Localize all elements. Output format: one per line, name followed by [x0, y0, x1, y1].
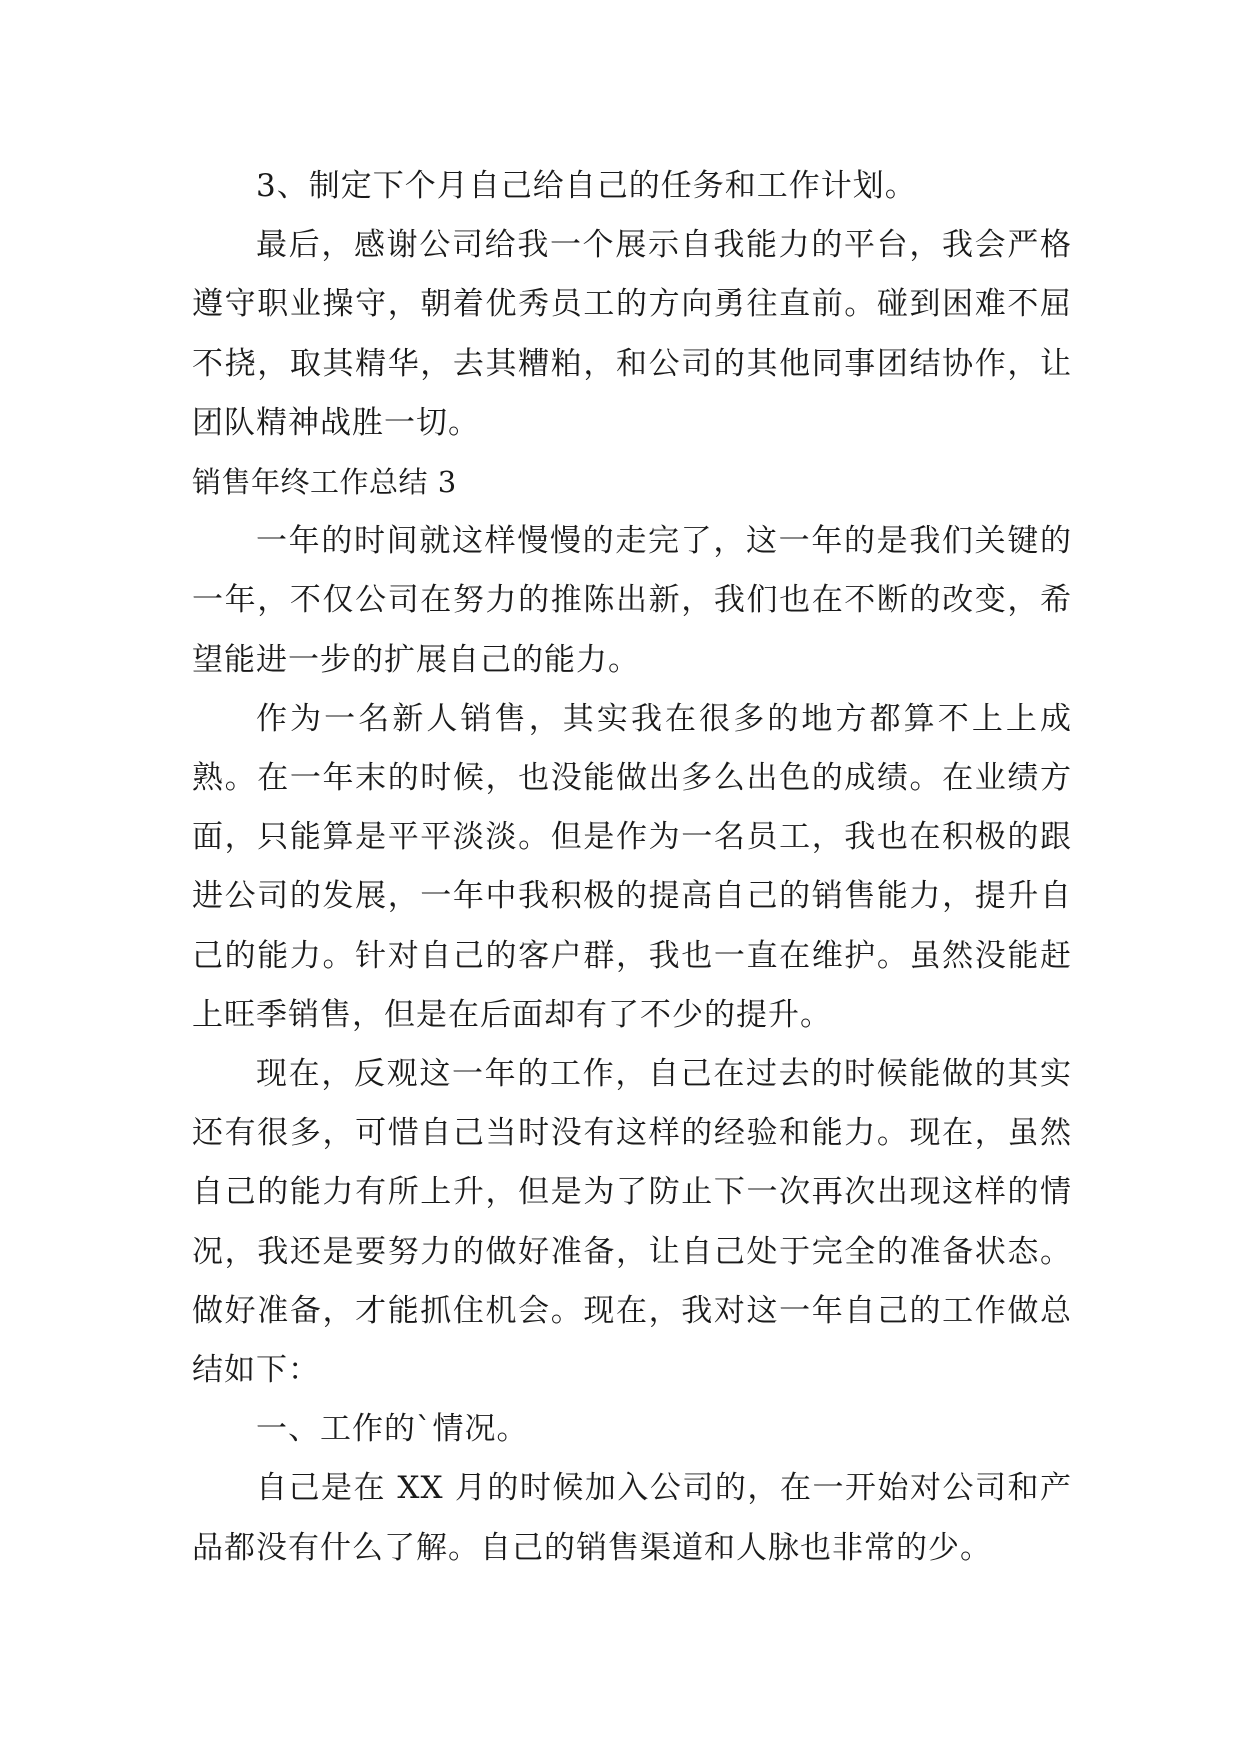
paragraph-reflection: 现在，反观这一年的工作，自己在过去的时候能做的其实还有很多，可惜自己当时没有这样的经验和能力。现在，虽然自己的能力有所上升，但是为了防止下一次再次出现这样的情况，我还是要努力的做好准备，让自己处于完全的准备状态。做好准备，才能抓住机会。现在，我对这一年自己的工作做总结如下： [192, 1056, 1072, 1389]
paragraph-joining-company: 自己是在 XX 月的时候加入公司的，在一开始对公司和产品都没有什么了解。自己的销售渠道和人脉也非常的少。 [192, 1470, 1072, 1566]
paragraph-closing-thanks: 最后，感谢公司给我一个展示自我能力的平台，我会严格遵守职业操守，朝着优秀员工的方向勇往直前。碰到困难不屈不挠，取其精华，去其糟粕，和公司的其他同事团结协作，让团队精神战胜一切。 [192, 227, 1072, 441]
paragraph-new-salesperson: 作为一名新人销售，其实我在很多的地方都算不上上成熟。在一年末的时候，也没能做出多么出色的成绩。在业绩方面，只能算是平平淡淡。但是作为一名员工，我也在积极的跟进公司的发展，一年中我积极的提高自己的销售能力，提升自己的能力。针对自己的客户群，我也一直在维护。虽然没能赶上旺季销售，但是在后面却有了不少的提升。 [192, 700, 1072, 1033]
document-body [192, 157, 1072, 1578]
paragraph-subheading-work: 一、工作的`情况。 [256, 1411, 529, 1448]
paragraph-year-intro: 一年的时间就这样慢慢的走完了，这一年的是我们关键的一年，不仅公司在努力的推陈出新，我们也在不断的改变，希望能进一步的扩展自己的能力。 [192, 523, 1072, 678]
paragraph-task-plan: 3、制定下个月自己给自己的任务和工作计划。 [256, 168, 917, 204]
section-heading: 销售年终工作总结 3 [192, 465, 457, 500]
